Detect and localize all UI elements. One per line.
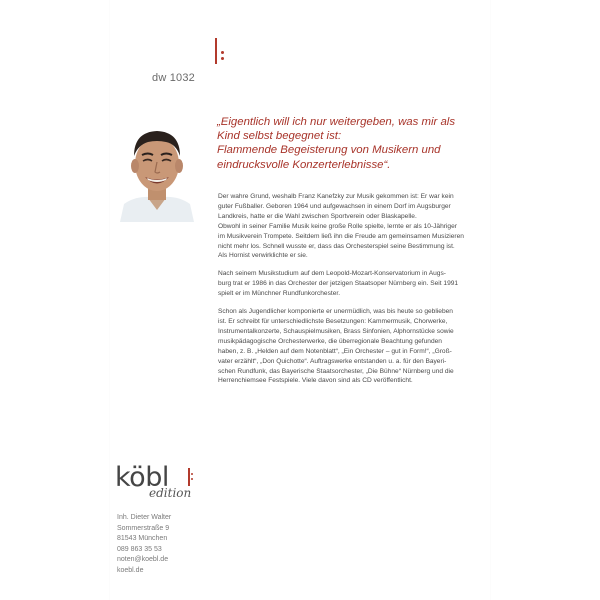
text-line: guter Fußballer. Geboren 1964 und aufgewachsen in einem Dorf im Augsburger (218, 202, 451, 210)
brand-dots (221, 51, 224, 63)
text-line: Nach seinem Musikstudium auf dem Leopold-Mozart-Konservatorium in Augs- (218, 270, 446, 278)
text-line: Der wahre Grund, weshalb Franz Kanefzky zur Musik gekommen ist: Er war kein (218, 193, 454, 200)
logo-accent-bar (188, 468, 190, 486)
text-line: Landkreis, hatte er die Wahl zwischen Sportverein oder Blaskapelle. (218, 212, 417, 220)
logo-accent-dot (191, 473, 193, 475)
paragraph (218, 307, 486, 386)
text-line: musikpädagogische Orchesterwerke, die überregionale Beachtung gefunden (218, 337, 442, 345)
catalog-code: dw 1032 (152, 72, 195, 84)
address-line: 81543 München (117, 535, 168, 543)
publisher-address (117, 513, 171, 577)
text-line: burg trat er 1986 in das Orchester der jetzigen Staatsoper Nürnberg ein. Seit 1991 (218, 280, 459, 288)
body-text (218, 192, 486, 394)
text-line: vater erzählt“, „Don Quichotte“. Auftragswerke entstanden u. a. für den Bayeri- (218, 357, 447, 365)
pull-quote (217, 115, 487, 172)
portrait-photo (118, 118, 196, 222)
publisher-logo (115, 462, 199, 510)
logo-wordmark: köbl (115, 462, 169, 493)
quote-line: Flammende Begeisterung von Musikern und (217, 144, 441, 157)
text-line: im Musikverein Trompete. Seitdem ließ ihn die Freude am gemeinsamen Musizieren (218, 232, 464, 240)
address-line: noten@koebl.de (117, 556, 169, 564)
brand-vertical-line (215, 38, 217, 64)
logo-accent-dot (191, 478, 193, 480)
quote-line: eindrucksvolle Konzerterlebnisse“. (217, 158, 391, 171)
address-line: 089 863 35 53 (117, 545, 162, 553)
paragraph (218, 192, 486, 261)
address-line: koebl.de (117, 566, 144, 574)
text-line: haben, z. B. „Helden auf dem Notenblatt“, „Ein Orchester – gut in Form!“, „Groß- (218, 347, 452, 355)
logo-subtitle: edition (149, 486, 192, 500)
address-line: Inh. Dieter Walter (117, 514, 172, 521)
text-line: schen Rundfunk, das Bayerische Staatsorchester, „Die Bühne“ Nürnberg und die (218, 367, 454, 375)
text-line: spielt er im Münchner Rundfunkorchester. (218, 290, 341, 298)
quote-line: „Eigentlich will ich nur weitergeben, was mir als (217, 116, 456, 128)
text-line: Schon als Jugendlicher komponierte er unermüdlich, was bis heute so geblieben (218, 308, 453, 316)
address-line: Sommerstraße 9 (117, 524, 170, 532)
text-line: Obwohl in seiner Familie Musik keine große Rolle spielte, lernte er als 10-Jähriger (218, 222, 457, 230)
text-line: ist. Er schreibt für unterschiedlichste Besetzungen: Kammermusik, Chorwerke, (218, 317, 448, 325)
quote-line: Kind selbst begegnet ist: (217, 130, 342, 143)
text-line: Als Hornist verwirklichte er sie. (218, 252, 308, 260)
text-line: nicht mehr los. Schnell wusste er, dass das Orchesterspiel seine Bestimmung ist. (218, 242, 455, 250)
text-line: Instrumentalkonzerte, Schauspielmusiken, Brass Sinfonien, Alphornstücke sowie (218, 327, 454, 335)
paragraph (218, 269, 486, 299)
text-line: Herrenchiemsee Festspiele. Viele davon sind als CD veröffentlicht. (218, 377, 413, 385)
